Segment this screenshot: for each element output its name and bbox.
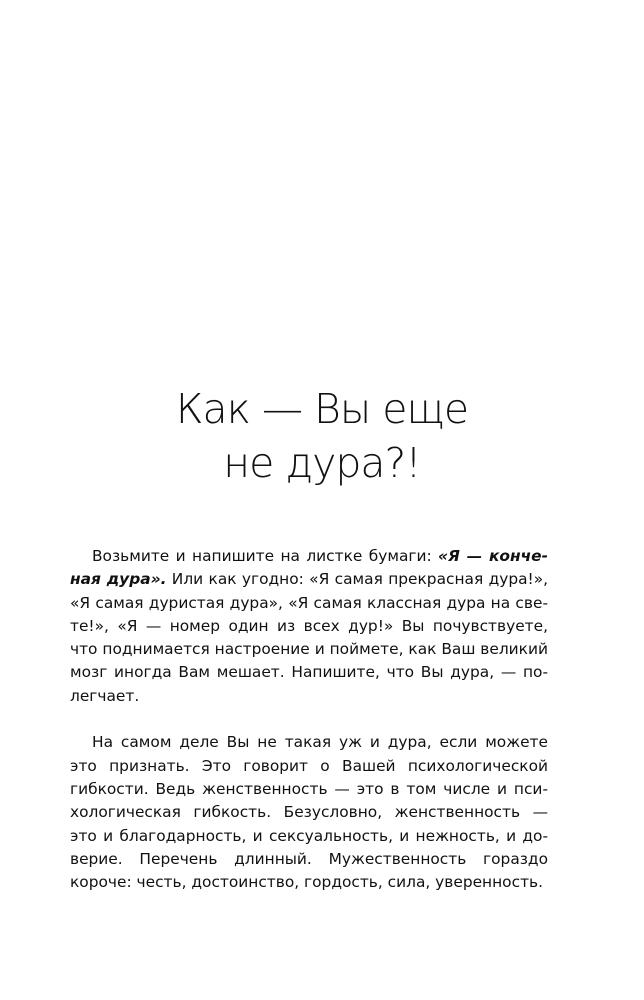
chapter-body <box>70 545 548 894</box>
chapter-title <box>60 382 584 490</box>
paragraph-2: На самом деле Вы не такая уж и дура, если можете это признать. Это говорит о Вашей психологической гибкости. Ведь женственность — это в том числе и психологическая гибкость. Безусловно, женственность — это и благодарность, и сексуальность, и нежность, и доверие. Перечень длинный. Мужественность гораздо короче: честь, достоинство, гордость, сила, уверенность. <box>70 733 548 892</box>
paragraph-1 <box>70 545 548 708</box>
chapter-title-line-2: не дура?! <box>223 439 421 487</box>
paragraph-1-intro: Возьмите и напишите на листке бумаги: <box>92 547 439 565</box>
paragraph-1-rest: Или как угодно: «Я самая прекрасная дура!», «Я самая дуристая дура», «Я самая классная дура на свете!», «Я — номер один из всех дур!» Вы почувствуете, что поднимается настроение и поймете, как Ваш великий мозг иногда Вам мешает. Напишите, что Вы дура, — полегчает. <box>70 570 549 705</box>
chapter-title-line-1: Как — Вы еще <box>175 385 469 433</box>
paragraph-1-emphasis: «Я — конченая дура». <box>70 547 548 589</box>
